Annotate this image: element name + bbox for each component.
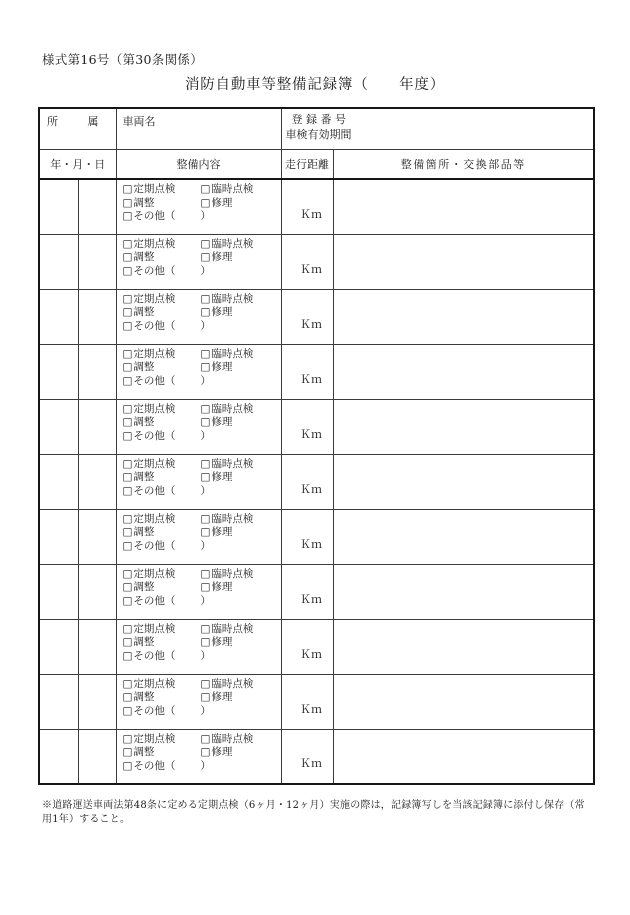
checkbox-label: 定期点検 bbox=[133, 402, 176, 415]
header-affiliation bbox=[40, 109, 116, 129]
other-close-paren: ） bbox=[200, 539, 211, 552]
checkbox-icon: □ bbox=[122, 526, 133, 538]
checkbox-repair bbox=[201, 197, 281, 211]
date-entry-cell-right bbox=[78, 454, 116, 509]
checkbox-repair bbox=[201, 746, 281, 760]
registration-number-label: 登 録 番 号 bbox=[291, 113, 346, 126]
date-entry-cell-left bbox=[39, 509, 78, 564]
checkbox-label: 修理 bbox=[211, 416, 233, 428]
checkbox-other bbox=[123, 650, 201, 664]
checkbox-adjustment bbox=[123, 197, 201, 211]
date-entry-cell-right bbox=[78, 289, 116, 344]
checkbox-adjustment bbox=[123, 636, 201, 650]
checkbox-adjustment bbox=[123, 416, 201, 430]
checkbox-label: その他（ bbox=[133, 210, 176, 222]
checkbox-periodic-inspection bbox=[123, 623, 201, 637]
checkbox-repair bbox=[201, 526, 281, 540]
checkbox-icon: □ bbox=[200, 237, 211, 250]
checkbox-label: 臨時点検 bbox=[211, 237, 254, 250]
header-registration-cell bbox=[281, 108, 594, 149]
checkbox-periodic-inspection bbox=[123, 458, 201, 472]
checkbox-group bbox=[117, 400, 281, 444]
checkbox-temporary-inspection bbox=[201, 238, 281, 252]
checkbox-icon: □ bbox=[122, 416, 133, 428]
checkbox-icon: □ bbox=[122, 429, 133, 442]
footnote: ※道路運送車両法第48条に定める定期点検（6ヶ月・12ヶ月）実施の際は，記録簿写しを当該記録簿に添付し保存（常用1年）すること。 bbox=[42, 800, 585, 825]
other-close-paren: ） bbox=[200, 210, 211, 222]
checkbox-icon: □ bbox=[122, 636, 133, 648]
checkbox-icon: □ bbox=[200, 251, 211, 263]
checkbox-periodic-inspection bbox=[123, 403, 201, 417]
checkbox-repair bbox=[201, 471, 281, 485]
checkbox-repair bbox=[201, 251, 281, 265]
date-entry-cell-left bbox=[39, 234, 78, 289]
form-number: 様式第16号（第30条関係） bbox=[42, 52, 204, 67]
other-close-paren: ） bbox=[200, 484, 211, 497]
date-entry-cell-right bbox=[78, 729, 116, 784]
checkbox-adjustment bbox=[123, 471, 201, 485]
mileage-unit-label: Ｋｍ bbox=[300, 537, 322, 551]
header-row-2 bbox=[39, 149, 594, 179]
checkbox-label: 調整 bbox=[133, 691, 155, 703]
checkbox-label: 修理 bbox=[211, 581, 233, 593]
other-close-paren: ） bbox=[200, 759, 211, 772]
checkbox-group bbox=[117, 290, 281, 334]
date-entry-cell-right bbox=[78, 564, 116, 619]
mileage-unit-label: Ｋｍ bbox=[300, 757, 322, 770]
checkbox-label: その他（ bbox=[133, 649, 176, 662]
checkbox-label: 修理 bbox=[211, 691, 233, 703]
checkbox-label: 調整 bbox=[133, 746, 155, 758]
checkbox-label: その他（ bbox=[133, 264, 176, 277]
parts-entry-cell bbox=[333, 729, 594, 784]
parts-entry-cell bbox=[333, 289, 594, 344]
checkbox-icon: □ bbox=[200, 622, 211, 635]
mileage-cell bbox=[281, 619, 333, 674]
maintenance-content-cell bbox=[116, 399, 281, 454]
other-close-paren: ） bbox=[200, 704, 211, 717]
date-entry-cell-left bbox=[39, 729, 78, 784]
checkbox-temporary-inspection bbox=[201, 513, 281, 527]
mileage-unit-label: Ｋｍ bbox=[300, 262, 322, 276]
other-close-paren: ） bbox=[200, 649, 211, 662]
checkbox-group bbox=[117, 510, 281, 554]
checkbox-label: その他（ bbox=[133, 429, 176, 442]
record-row bbox=[39, 509, 594, 564]
maintenance-record-table bbox=[38, 107, 595, 785]
checkbox-icon: □ bbox=[200, 196, 211, 209]
checkbox-label: その他（ bbox=[133, 484, 176, 497]
mileage-unit-label: Ｋｍ bbox=[300, 372, 322, 386]
checkbox-label: 臨時点検 bbox=[211, 347, 254, 360]
header-affiliation-cell bbox=[39, 108, 116, 149]
checkbox-icon: □ bbox=[122, 361, 133, 373]
checkbox-icon: □ bbox=[122, 732, 133, 745]
other-close-paren: ） bbox=[200, 264, 211, 277]
checkbox-other bbox=[123, 320, 201, 334]
checkbox-group bbox=[117, 235, 281, 279]
date-entry-cell-left bbox=[39, 289, 78, 344]
checkbox-adjustment bbox=[123, 251, 201, 265]
checkbox-icon: □ bbox=[122, 402, 133, 415]
date-entry-cell-left bbox=[39, 454, 78, 509]
record-row bbox=[39, 344, 594, 399]
checkbox-label: 定期点検 bbox=[133, 183, 176, 195]
mileage-unit-label: Ｋｍ bbox=[300, 482, 322, 496]
checkbox-label: 修理 bbox=[211, 361, 233, 373]
checkbox-label: 臨時点検 bbox=[211, 732, 254, 745]
checkbox-label: 定期点検 bbox=[133, 677, 176, 690]
date-entry-cell-right bbox=[78, 344, 116, 399]
other-close-paren: ） bbox=[200, 374, 211, 387]
checkbox-temporary-inspection bbox=[201, 678, 281, 692]
checkbox-label: 調整 bbox=[133, 361, 155, 373]
checkbox-label: 調整 bbox=[133, 251, 155, 263]
checkbox-icon: □ bbox=[122, 306, 133, 318]
checkbox-label: 臨時点検 bbox=[211, 677, 254, 690]
checkbox-icon: □ bbox=[122, 264, 133, 277]
checkbox-icon: □ bbox=[122, 292, 133, 305]
checkbox-icon: □ bbox=[200, 581, 211, 593]
checkbox-icon: □ bbox=[122, 319, 133, 332]
record-row bbox=[39, 179, 594, 234]
checkbox-adjustment bbox=[123, 691, 201, 705]
checkbox-icon: □ bbox=[122, 471, 133, 483]
checkbox-icon: □ bbox=[200, 471, 211, 483]
checkbox-group bbox=[117, 675, 281, 719]
checkbox-label: 定期点検 bbox=[133, 347, 176, 360]
checkbox-label: その他（ bbox=[133, 319, 176, 332]
other-close-paren: ） bbox=[200, 594, 211, 607]
parts-entry-cell bbox=[333, 619, 594, 674]
checkbox-adjustment bbox=[123, 306, 201, 320]
checkbox-temporary-inspection bbox=[201, 568, 281, 582]
checkbox-icon: □ bbox=[122, 622, 133, 635]
checkbox-label: その他（ bbox=[133, 594, 176, 607]
checkbox-label: 調整 bbox=[133, 416, 155, 428]
checkbox-periodic-inspection bbox=[123, 568, 201, 582]
checkbox-icon: □ bbox=[122, 649, 133, 662]
checkbox-icon: □ bbox=[200, 292, 211, 305]
maintenance-content-cell bbox=[116, 729, 281, 784]
checkbox-icon: □ bbox=[200, 347, 211, 360]
maintenance-content-cell bbox=[116, 564, 281, 619]
checkbox-icon: □ bbox=[122, 594, 133, 607]
checkbox-icon: □ bbox=[122, 512, 133, 525]
checkbox-other bbox=[123, 760, 201, 774]
checkbox-adjustment bbox=[123, 361, 201, 375]
checkbox-label: 臨時点検 bbox=[211, 183, 254, 195]
checkbox-icon: □ bbox=[200, 183, 211, 195]
mileage-unit-label: Ｋｍ bbox=[300, 317, 322, 331]
record-row bbox=[39, 619, 594, 674]
checkbox-group bbox=[117, 180, 281, 224]
checkbox-icon: □ bbox=[200, 732, 211, 745]
checkbox-icon: □ bbox=[122, 183, 133, 195]
mileage-unit-label: Ｋｍ bbox=[300, 427, 322, 441]
checkbox-icon: □ bbox=[122, 457, 133, 470]
checkbox-label: 臨時点検 bbox=[211, 512, 254, 525]
checkbox-label: 修理 bbox=[211, 251, 233, 263]
checkbox-group bbox=[117, 455, 281, 499]
date-entry-cell-left bbox=[39, 344, 78, 399]
maintenance-content-cell bbox=[116, 179, 281, 234]
date-entry-cell-right bbox=[78, 399, 116, 454]
checkbox-other bbox=[123, 595, 201, 609]
checkbox-icon: □ bbox=[122, 567, 133, 580]
checkbox-repair bbox=[201, 691, 281, 705]
checkbox-group bbox=[117, 345, 281, 389]
checkbox-icon: □ bbox=[200, 691, 211, 703]
date-entry-cell-right bbox=[78, 509, 116, 564]
checkbox-label: 定期点検 bbox=[133, 292, 176, 305]
checkbox-label: 臨時点検 bbox=[211, 402, 254, 415]
header-parts: 整備箇所・交換部品等 bbox=[333, 149, 594, 179]
checkbox-label: 修理 bbox=[211, 636, 233, 648]
record-row bbox=[39, 399, 594, 454]
checkbox-label: 臨時点検 bbox=[211, 292, 254, 305]
checkbox-other bbox=[123, 540, 201, 554]
parts-entry-cell bbox=[333, 564, 594, 619]
checkbox-repair bbox=[201, 416, 281, 430]
checkbox-label: 臨時点検 bbox=[211, 457, 254, 470]
checkbox-label: 臨時点検 bbox=[211, 567, 254, 580]
date-entry-cell-left bbox=[39, 674, 78, 729]
checkbox-icon: □ bbox=[200, 402, 211, 415]
record-row bbox=[39, 564, 594, 619]
mileage-unit-label: Ｋｍ bbox=[300, 647, 322, 661]
checkbox-temporary-inspection bbox=[201, 403, 281, 417]
checkbox-periodic-inspection bbox=[123, 733, 201, 747]
maintenance-content-cell bbox=[116, 289, 281, 344]
checkbox-other bbox=[123, 375, 201, 389]
maintenance-content-cell bbox=[116, 509, 281, 564]
checkbox-group bbox=[117, 565, 281, 609]
date-entry-cell-right bbox=[78, 674, 116, 729]
inspection-validity-label: 車検有効期間 bbox=[285, 128, 352, 141]
checkbox-other bbox=[123, 485, 201, 499]
checkbox-icon: □ bbox=[200, 457, 211, 470]
checkbox-icon: □ bbox=[122, 581, 133, 593]
checkbox-group bbox=[117, 620, 281, 664]
checkbox-icon: □ bbox=[122, 677, 133, 690]
parts-entry-cell bbox=[333, 234, 594, 289]
checkbox-periodic-inspection bbox=[123, 513, 201, 527]
other-close-paren: ） bbox=[200, 319, 211, 332]
checkbox-icon: □ bbox=[122, 347, 133, 360]
checkbox-label: 修理 bbox=[211, 196, 233, 209]
checkbox-label: その他（ bbox=[133, 704, 176, 717]
checkbox-other bbox=[123, 705, 201, 719]
checkbox-icon: □ bbox=[200, 306, 211, 318]
checkbox-icon: □ bbox=[122, 484, 133, 497]
mileage-cell bbox=[281, 289, 333, 344]
date-entry-cell-left bbox=[39, 399, 78, 454]
checkbox-repair bbox=[201, 581, 281, 595]
checkbox-label: 修理 bbox=[211, 746, 233, 758]
checkbox-label: 定期点検 bbox=[133, 567, 176, 580]
maintenance-content-cell bbox=[116, 454, 281, 509]
record-row bbox=[39, 454, 594, 509]
parts-entry-cell bbox=[333, 399, 594, 454]
record-row bbox=[39, 674, 594, 729]
checkbox-adjustment bbox=[123, 526, 201, 540]
checkbox-icon: □ bbox=[200, 526, 211, 538]
checkbox-icon: □ bbox=[200, 512, 211, 525]
mileage-cell bbox=[281, 454, 333, 509]
checkbox-icon: □ bbox=[200, 416, 211, 428]
checkbox-label: 定期点検 bbox=[133, 237, 176, 250]
parts-entry-cell bbox=[333, 344, 594, 399]
checkbox-label: 調整 bbox=[133, 471, 155, 483]
registration-block bbox=[282, 109, 594, 142]
checkbox-label: 修理 bbox=[211, 471, 233, 483]
checkbox-icon: □ bbox=[122, 374, 133, 387]
checkbox-other bbox=[123, 210, 201, 224]
mileage-cell bbox=[281, 509, 333, 564]
checkbox-label: 定期点検 bbox=[133, 457, 176, 470]
page-title: 消防自動車等整備記録簿（ 年度） bbox=[184, 77, 446, 93]
parts-entry-cell bbox=[333, 674, 594, 729]
checkbox-other bbox=[123, 265, 201, 279]
checkbox-adjustment bbox=[123, 746, 201, 760]
header-row-1 bbox=[39, 108, 594, 149]
checkbox-periodic-inspection bbox=[123, 293, 201, 307]
checkbox-label: その他（ bbox=[133, 539, 176, 552]
checkbox-label: 調整 bbox=[133, 196, 155, 209]
other-close-paren: ） bbox=[200, 429, 211, 442]
checkbox-icon: □ bbox=[122, 251, 133, 263]
checkbox-temporary-inspection bbox=[201, 623, 281, 637]
checkbox-group bbox=[117, 730, 281, 774]
date-entry-cell-left bbox=[39, 564, 78, 619]
mileage-cell bbox=[281, 344, 333, 399]
checkbox-icon: □ bbox=[122, 691, 133, 703]
header-mileage: 走行距離 bbox=[281, 149, 333, 179]
date-entry-cell-left bbox=[39, 619, 78, 674]
header-date: 年・月・日 bbox=[39, 149, 116, 179]
affiliation-label-left: 所 bbox=[47, 115, 58, 128]
record-row bbox=[39, 729, 594, 784]
checkbox-temporary-inspection bbox=[201, 458, 281, 472]
checkbox-label: 調整 bbox=[133, 636, 155, 648]
checkbox-label: 臨時点検 bbox=[211, 622, 254, 635]
checkbox-label: 修理 bbox=[211, 526, 233, 538]
checkbox-icon: □ bbox=[122, 237, 133, 250]
maintenance-content-cell bbox=[116, 619, 281, 674]
checkbox-adjustment bbox=[123, 581, 201, 595]
checkbox-label: その他（ bbox=[133, 374, 176, 387]
maintenance-content-cell bbox=[116, 234, 281, 289]
checkbox-icon: □ bbox=[122, 210, 133, 222]
checkbox-temporary-inspection bbox=[201, 348, 281, 362]
checkbox-label: 修理 bbox=[211, 306, 233, 318]
checkbox-temporary-inspection bbox=[201, 293, 281, 307]
checkbox-periodic-inspection bbox=[123, 238, 201, 252]
mileage-cell bbox=[281, 399, 333, 454]
checkbox-repair bbox=[201, 306, 281, 320]
checkbox-label: 定期点検 bbox=[133, 512, 176, 525]
date-entry-cell-right bbox=[78, 234, 116, 289]
checkbox-other bbox=[123, 430, 201, 444]
header-vehicle-name-cell bbox=[116, 108, 281, 149]
parts-entry-cell bbox=[333, 179, 594, 234]
mileage-unit-label: Ｋｍ bbox=[300, 207, 322, 221]
checkbox-label: 調整 bbox=[133, 306, 155, 318]
checkbox-repair bbox=[201, 361, 281, 375]
date-entry-cell-left bbox=[39, 179, 78, 234]
checkbox-periodic-inspection bbox=[123, 183, 201, 197]
header-maintenance-content: 整備内容 bbox=[116, 149, 281, 179]
mileage-cell bbox=[281, 179, 333, 234]
date-entry-cell-right bbox=[78, 619, 116, 674]
checkbox-icon: □ bbox=[200, 746, 211, 758]
checkbox-temporary-inspection bbox=[201, 183, 281, 197]
mileage-cell bbox=[281, 674, 333, 729]
mileage-cell bbox=[281, 234, 333, 289]
record-row bbox=[39, 234, 594, 289]
parts-entry-cell bbox=[333, 509, 594, 564]
checkbox-label: 調整 bbox=[133, 526, 155, 538]
checkbox-icon: □ bbox=[122, 746, 133, 758]
mileage-cell bbox=[281, 729, 333, 784]
checkbox-icon: □ bbox=[122, 759, 133, 772]
maintenance-content-cell bbox=[116, 674, 281, 729]
parts-entry-cell bbox=[333, 454, 594, 509]
vehicle-name-label: 車両名 bbox=[122, 115, 156, 128]
mileage-unit-label: Ｋｍ bbox=[300, 592, 322, 606]
checkbox-icon: □ bbox=[122, 704, 133, 717]
checkbox-icon: □ bbox=[200, 636, 211, 648]
checkbox-icon: □ bbox=[122, 539, 133, 552]
checkbox-icon: □ bbox=[122, 196, 133, 209]
mileage-cell bbox=[281, 564, 333, 619]
checkbox-temporary-inspection bbox=[201, 733, 281, 747]
checkbox-icon: □ bbox=[200, 567, 211, 580]
affiliation-label-right: 属 bbox=[87, 115, 99, 128]
date-entry-cell-right bbox=[78, 179, 116, 234]
checkbox-repair bbox=[201, 636, 281, 650]
checkbox-label: その他（ bbox=[133, 759, 176, 772]
checkbox-periodic-inspection bbox=[123, 348, 201, 362]
checkbox-label: 定期点検 bbox=[133, 622, 176, 635]
checkbox-icon: □ bbox=[200, 677, 211, 690]
checkbox-label: 定期点検 bbox=[133, 732, 176, 745]
maintenance-content-cell bbox=[116, 344, 281, 399]
checkbox-periodic-inspection bbox=[123, 678, 201, 692]
checkbox-label: 調整 bbox=[133, 581, 155, 593]
record-row bbox=[39, 289, 594, 344]
mileage-unit-label: Ｋｍ bbox=[300, 702, 322, 716]
checkbox-icon: □ bbox=[200, 361, 211, 373]
